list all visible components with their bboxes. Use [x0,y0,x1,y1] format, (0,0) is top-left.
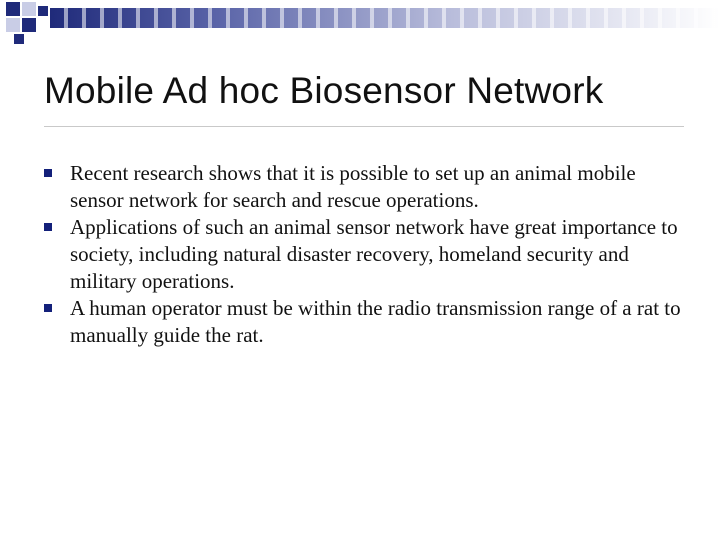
bullet-item [44,160,684,214]
square-bullet-icon [44,223,52,231]
header-gradient-bar [50,8,720,28]
decor-square [38,6,48,16]
decor-square [14,34,24,44]
title-divider [44,126,684,127]
bullet-text: A human operator must be within the radio transmission range of a rat to manually guide the rat. [70,296,681,347]
square-bullet-icon [44,304,52,312]
decor-square [22,18,36,32]
bullet-list [44,160,684,349]
header-decoration [0,0,720,46]
decor-square [22,2,36,16]
square-bullet-icon [44,169,52,177]
bullet-item [44,214,684,295]
bullet-text: Recent research shows that it is possible to set up an animal mobile sensor network for search and rescue operations. [70,161,636,212]
bullet-text: Applications of such an animal sensor network have great importance to society, including natural disaster recovery, homeland security and military operations. [70,215,678,293]
bullet-item [44,295,684,349]
decor-square [6,2,20,16]
slide-title: Mobile Ad hoc Biosensor Network [44,70,604,111]
decor-square [6,18,20,32]
